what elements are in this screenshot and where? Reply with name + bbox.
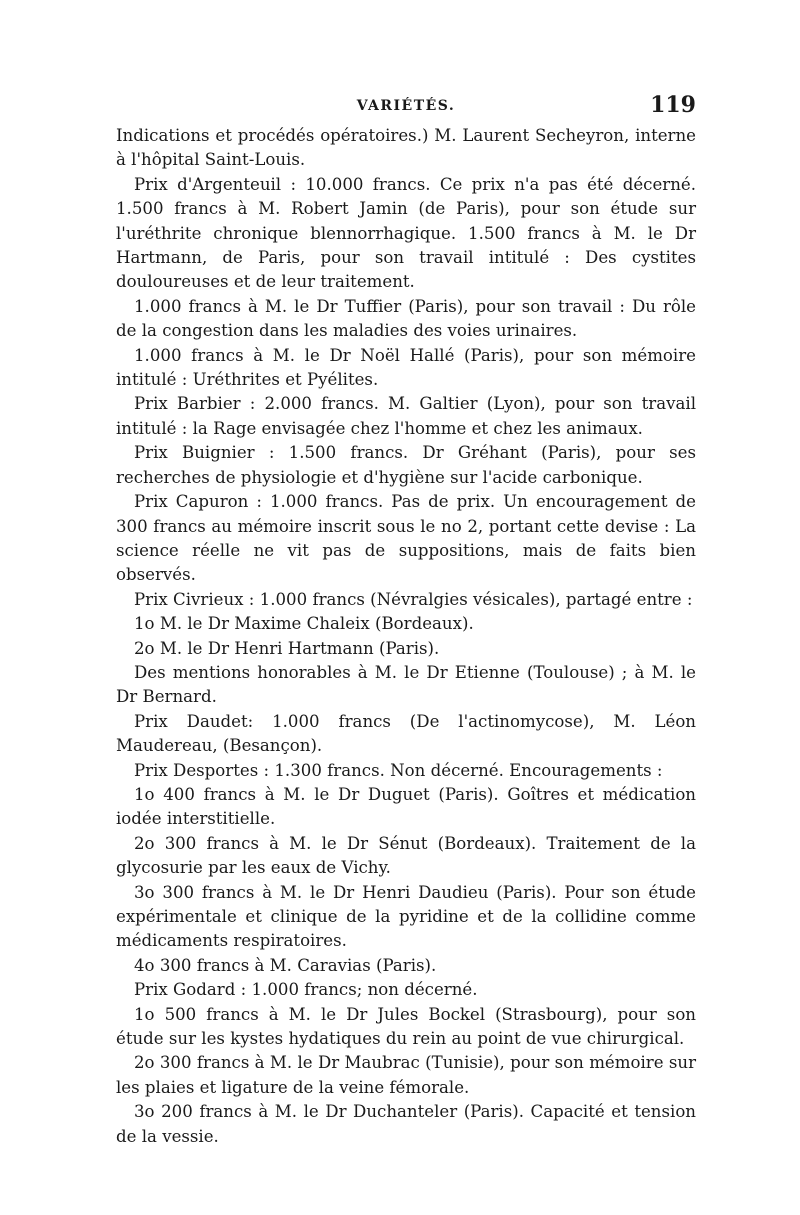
paragraph: 1o 500 francs à M. le Dr Jules Bockel (Strasbourg), pour son étude sur les kystes hydatiques du rein au point de vue chirurgical. [116, 1004, 696, 1049]
paragraph: Indications et procédés opératoires.) M. Laurent Secheyron, interne à l'hôpital Saint-Louis. [116, 126, 696, 170]
page-number: 119 [650, 92, 696, 118]
paragraph: 2o 300 francs à M. le Dr Maubrac (Tunisie), pour son mémoire sur les plaies et ligature de la veine fémorale. [116, 1053, 696, 1097]
paragraph: Prix Desportes : 1.300 francs. Non décerné. Encouragements : [134, 760, 663, 780]
paragraph: 4o 300 francs à M. Caravias (Paris). [134, 955, 437, 975]
paragraph: Des mentions honorables à M. le Dr Etienne (Toulouse) ; à M. le Dr Bernard. [116, 662, 696, 707]
page-header [116, 92, 696, 122]
paragraph: 3o 300 francs à M. le Dr Henri Daudieu (Paris). Pour son étude expérimentale et clinique de la pyridine et de la collidine comme médicaments respiratoires. [116, 882, 696, 951]
body-text [116, 124, 696, 1149]
paragraph: 1o 400 francs à M. le Dr Duguet (Paris). Goîtres et médication iodée interstitielle. [116, 784, 696, 829]
paragraph: 2o 300 francs à M. le Dr Sénut (Bordeaux). Traitement de la glycosurie par les eaux de Vichy. [116, 833, 696, 878]
paragraph: 2o M. le Dr Henri Hartmann (Paris). [134, 638, 440, 658]
paragraph: 1.000 francs à M. le Dr Noël Hallé (Paris), pour son mémoire intitulé : Uréthrites et Pyélites. [116, 345, 696, 390]
paragraph: Prix Capuron : 1.000 francs. Pas de prix. Un encouragement de 300 francs au mémoire inscrit sous le no 2, portant cette devise : La science réelle ne vit pas de suppositions, mais de faits bien observés. [116, 492, 696, 585]
paragraph: Prix Buignier : 1.500 francs. Dr Gréhant (Paris), pour ses recherches de physiologie et d'hygiène sur l'acide carbonique. [116, 443, 696, 487]
paragraph: Prix Civrieux : 1.000 francs (Névralgies vésicales), partagé entre : [134, 589, 693, 609]
paragraph: Prix Daudet: 1.000 francs (De l'actinomycose), M. Léon Maudereau, (Besançon). [116, 711, 696, 756]
paragraph: 3o 200 francs à M. le Dr Duchanteler (Paris). Capacité et tension de la vessie. [116, 1102, 696, 1146]
running-head: VARIÉTÉS. [356, 98, 456, 114]
paragraph: Prix Barbier : 2.000 francs. M. Galtier (Lyon), pour son travail intitulé : la Rage envisagée chez l'homme et chez les animaux. [116, 394, 696, 438]
paragraph: Prix Godard : 1.000 francs; non décerné. [134, 980, 478, 1000]
book-page [116, 92, 696, 1149]
paragraph: Prix d'Argenteuil : 10.000 francs. Ce prix n'a pas été décerné. 1.500 francs à M. Robert Jamin (de Paris), pour son étude sur l'uréthrite chronique blennorrhagique. 1.500 francs à M. le Dr Hartmann, de Paris, pour son travail intitulé : Des cystites douloureuses et de leur traitement. [116, 174, 696, 292]
paragraph: 1o M. le Dr Maxime Chaleix (Bordeaux). [134, 614, 474, 634]
paragraph: 1.000 francs à M. le Dr Tuffier (Paris), pour son travail : Du rôle de la congestion dans les maladies des voies urinaires. [116, 296, 696, 341]
